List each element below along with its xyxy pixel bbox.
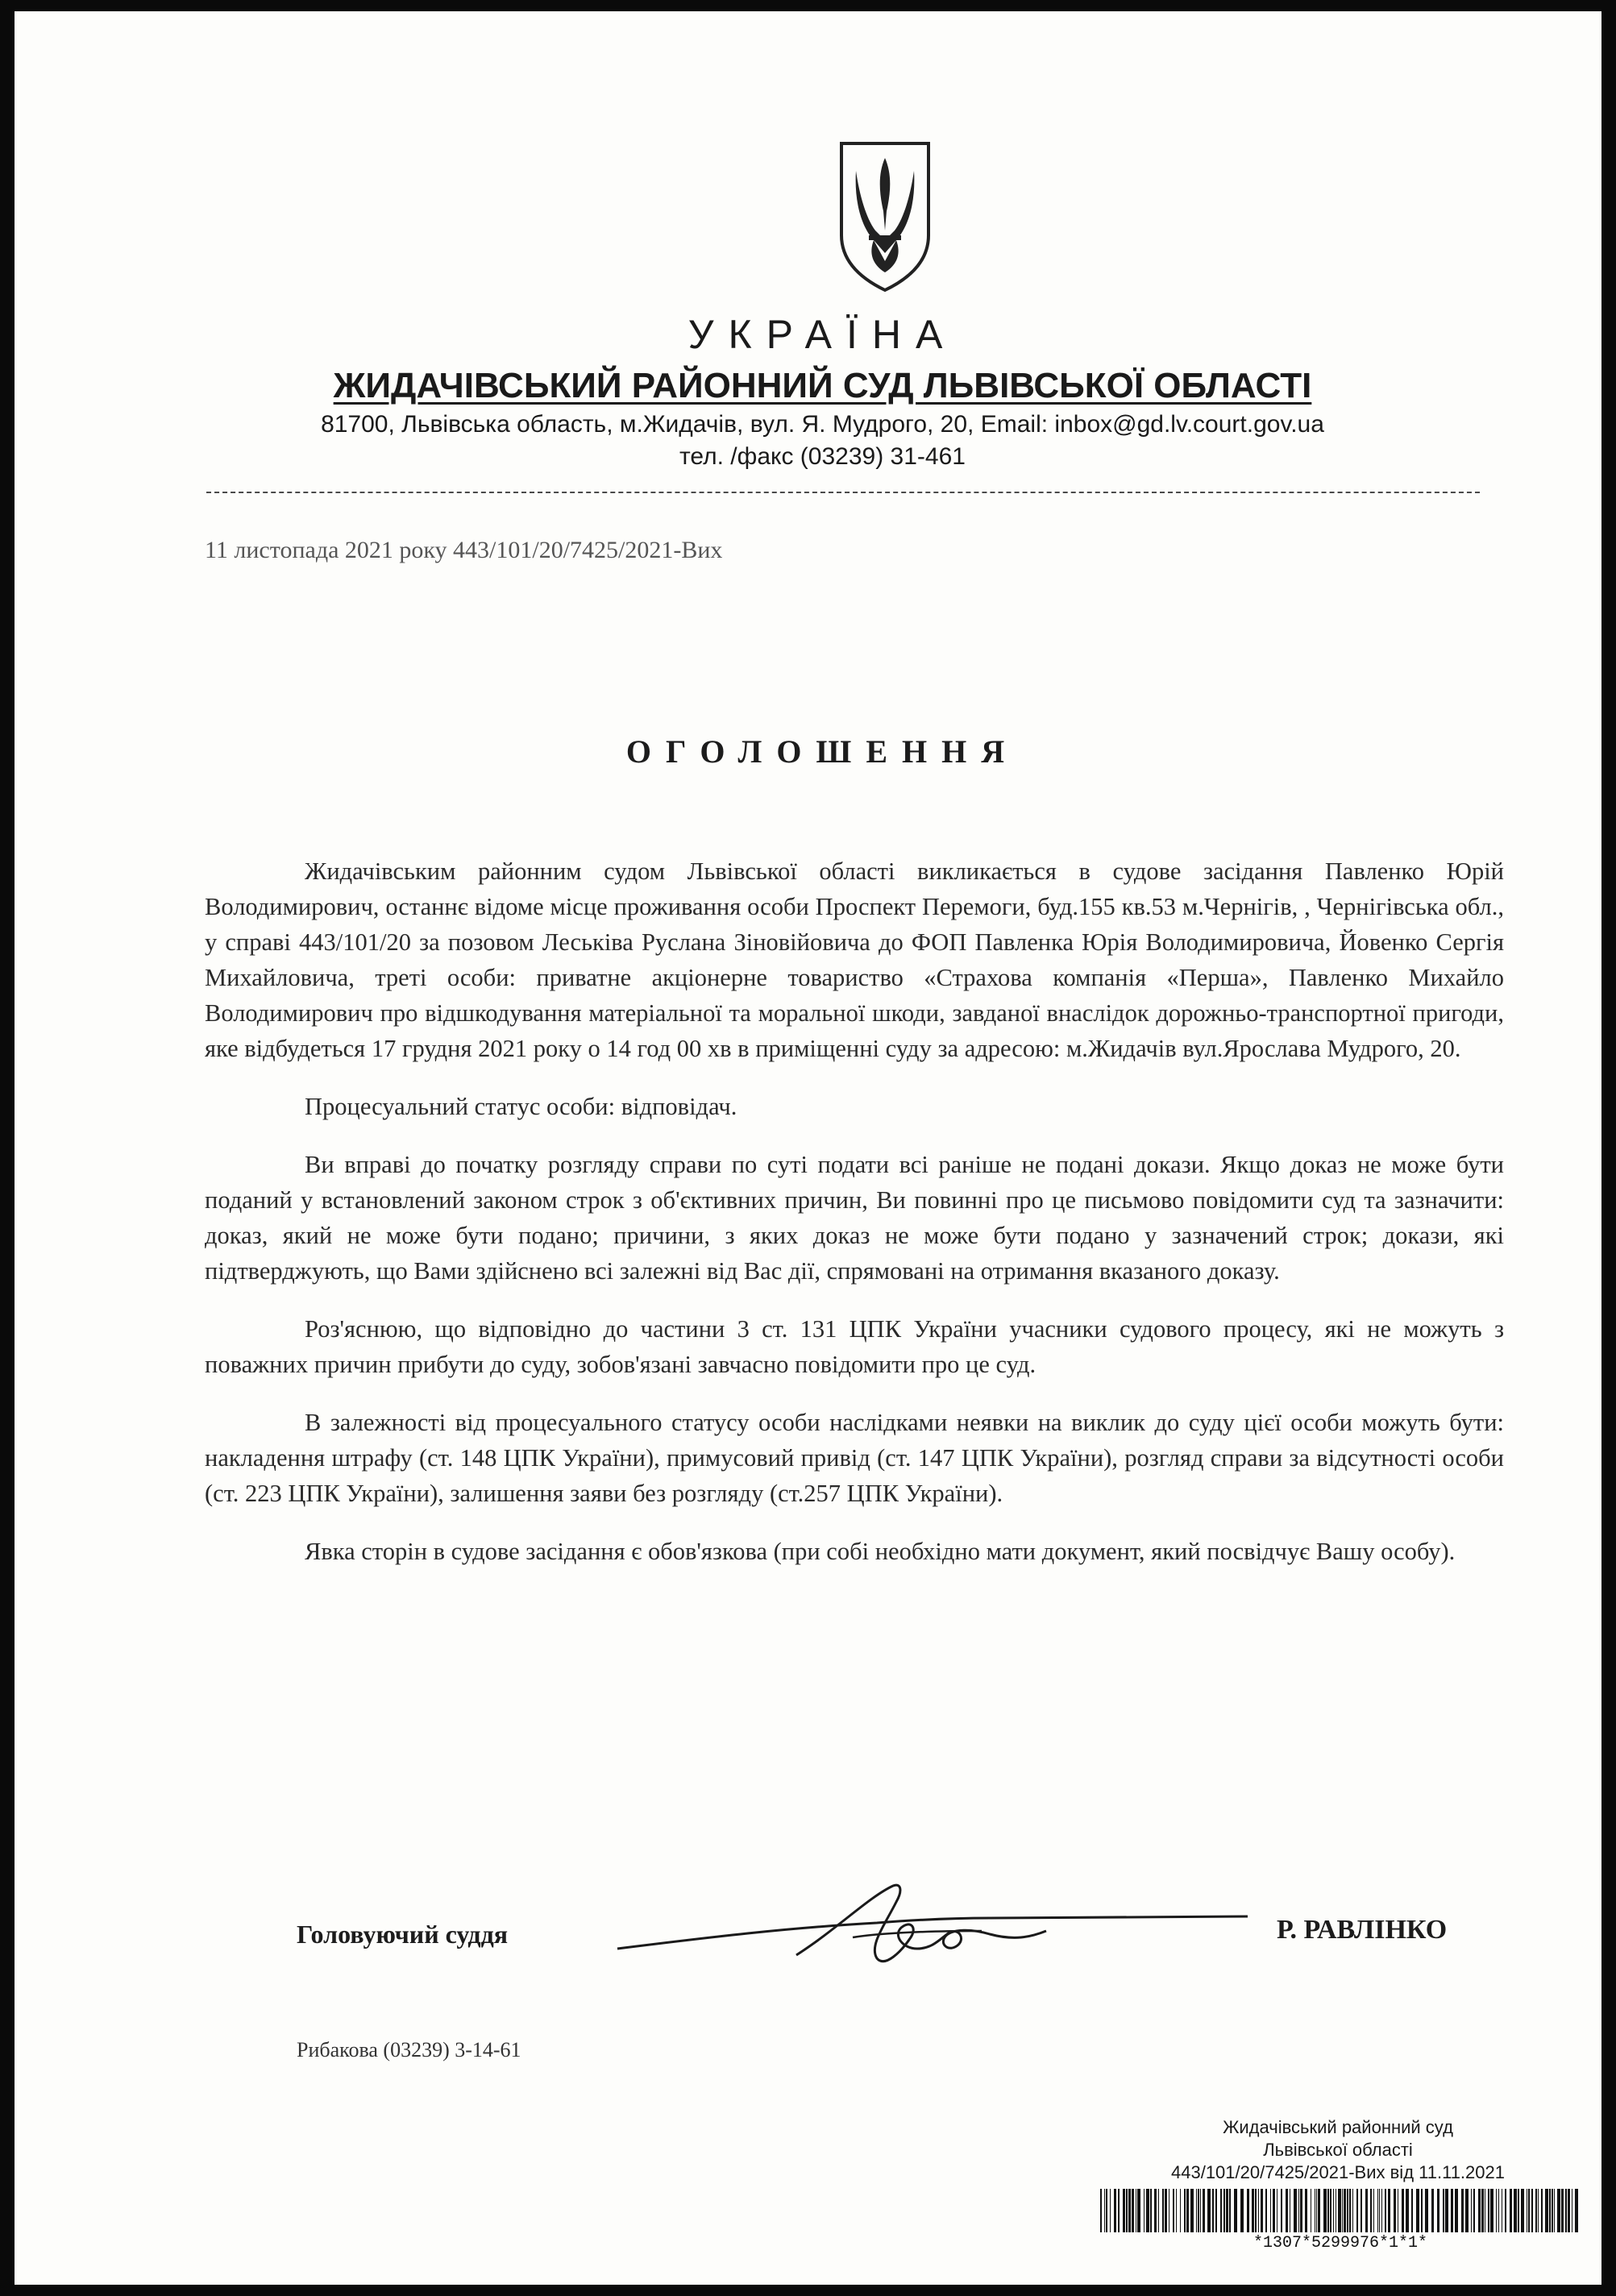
trident-coat-of-arms-icon — [836, 140, 934, 293]
paragraph-status: Процесуальний статус особи: відповідач. — [305, 1093, 737, 1120]
court-address: 81700, Львівська область, м.Жидачів, вул. Я. Мудрого, 20, Email: inbox@gd.lv.court.gov.ua — [321, 411, 1324, 438]
registration-region: Львівської області — [1263, 2140, 1413, 2160]
paragraph-summons: Жидачівським районним судом Львівської області викликається в судове засідання Павленко Юрій Володимирович, останнє відоме місце проживання особи Проспект Перемоги, буд.155 кв.53 м.Чернігів, , Чернігівська обл., у справі 443/101/20 за позовом Леськіва Руслана Зіновійовича до ФОП Павленка Юрія Володимировича, Йовенко Сергія Михайловича, треті особи: приватне акціонерне товариство «Страхова компанія «Перша», Павленко Михайло Володимирович про відшкодування матеріальної та моральної шкоди, завданої внаслідок дорожньо-транспортної пригоди, яке відбудеться 17 грудня 2021 року о 14 год 00 хв в приміщенні суду за адресою: м.Жидачів вул.Ярослава Мудрого, 20. — [205, 857, 1504, 1062]
executor-contact: Рибакова (03239) 3-14-61 — [297, 2038, 521, 2061]
registration-court: Жидачівський районний суд — [1223, 2117, 1453, 2137]
registration-stamp — [1112, 2116, 1564, 2184]
barcode-icon — [1099, 2189, 1582, 2232]
country-name: УКРАЇНА — [688, 312, 958, 357]
paragraph-consequences: В залежності від процесуального статусу особи наслідками неявки на виклик до суду цієї особи можуть бути: накладення штрафу (ст. 148 ЦПК України), примусовий привід (ст. 147 ЦПК України), розгляд справи за відсутності особи (ст. 223 ЦПК України), залишення заяви без розгляду (ст.257 ЦПК України). — [205, 1409, 1504, 1507]
notice-title: ОГОЛОШЕННЯ — [625, 733, 1020, 770]
paragraph-evidence: Ви вправі до початку розгляду справи по суті подати всі раніше не подані докази. Якщо доказ не може бути поданий у встановлений законом строк з об'єктивних причин, Ви повинні про це письмово повідомити суд та зазначити: доказ, який не може бути подано; причини, з яких доказ не може бути подано у зазначений строк; докази, які підтверджують, що Вами здійснено всі залежні від Вас дії, спрямовані на отримання вказаного доказу. — [205, 1151, 1504, 1285]
court-phone: тел. /факс (03239) 31-461 — [679, 443, 966, 470]
notice-body — [205, 853, 1504, 1592]
judge-name: Р. РАВЛІНКО — [1277, 1915, 1448, 1945]
registration-number: 443/101/20/7425/2021-Вих від 11.11.2021 — [1171, 2162, 1505, 2182]
judge-title: Головуючий суддя — [297, 1920, 509, 1949]
paragraph-attendance: Явка сторін в судове засідання є обов'язкова (при собі необхідно мати документ, який посвідчує Вашу особу). — [305, 1538, 1456, 1565]
paragraph-explanation: Роз'яснюю, що відповідно до частини 3 ст. 131 ЦПК України учасники судового процесу, які не можуть з поважних причин прибути до суду, зобов'язані завчасно повідомити про це суд. — [205, 1315, 1504, 1378]
court-name: ЖИДАЧІВСЬКИЙ РАЙОННИЙ СУД ЛЬВІВСЬКОЇ ОБЛАСТІ — [333, 366, 1312, 405]
document-page — [15, 11, 1601, 2285]
header-divider — [206, 492, 1480, 493]
handwritten-signature — [611, 1881, 1256, 1970]
outgoing-reference: 11 листопада 2021 року 443/101/20/7425/2021-Вих — [205, 537, 723, 563]
barcode-text: *1307*5299976*1*1* — [1253, 2234, 1428, 2252]
